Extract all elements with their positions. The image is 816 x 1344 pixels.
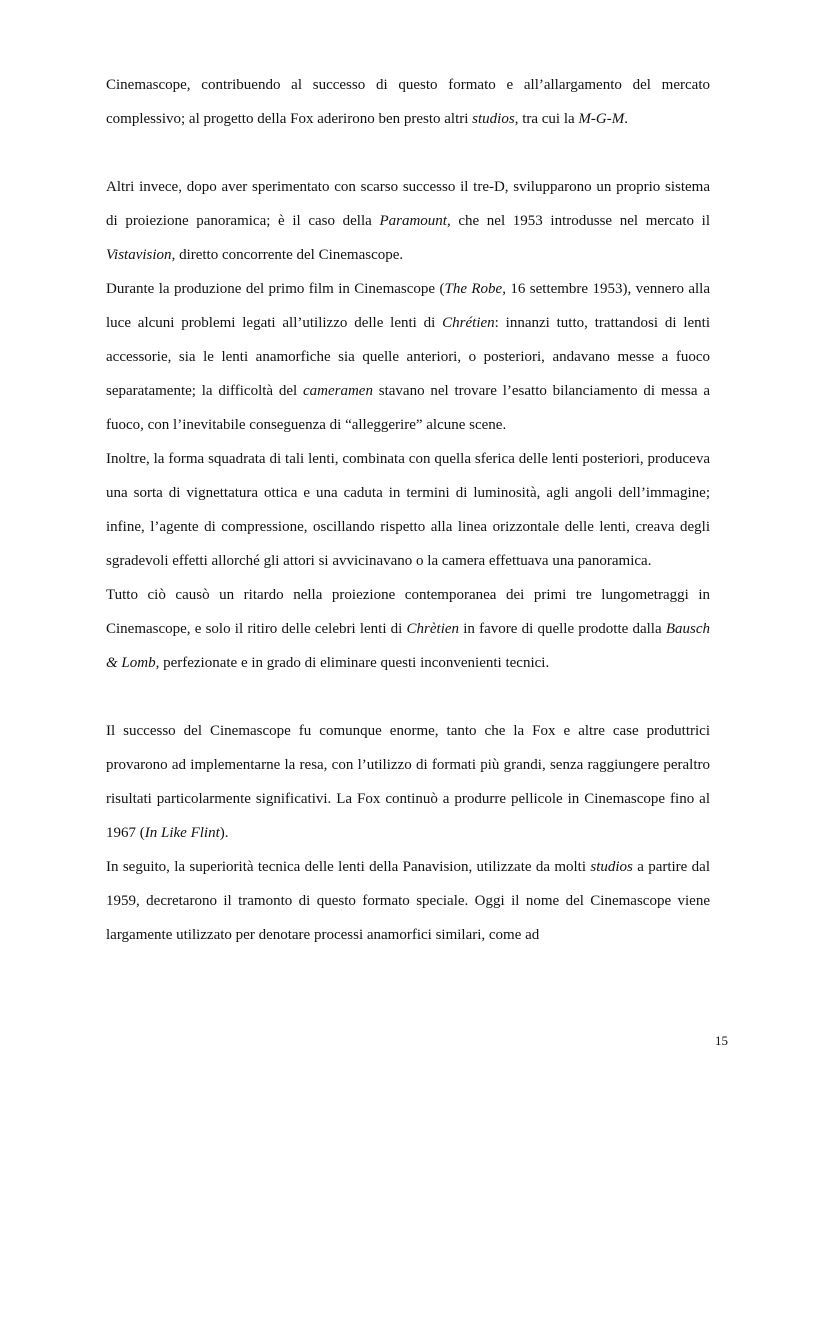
paragraph <box>106 272 710 442</box>
text-run: Il successo del Cinemascope fu comunque enorme, tanto che la Fox e altre case produttrici provarono ad implementarne la resa, con l’utilizzo di formati più grandi, senza raggiungere peraltro risultati particolarmente significativi. La Fox continuò a produrre pellicole in Cinemascope fino al 1967 ( <box>106 723 710 841</box>
text-run: , tra cui la <box>514 111 579 127</box>
text-run: . <box>624 111 628 127</box>
text-run: ). <box>219 825 229 841</box>
text-run: In seguito, la superiorità tecnica delle lenti della Panavision, utilizzate da molti <box>106 859 591 875</box>
text-run: , diretto concorrente del Cinemascope. <box>171 247 404 263</box>
italic-text: Paramount <box>379 213 447 229</box>
paragraph <box>106 714 710 850</box>
text-run: Tutto ciò causò un ritardo nella proiezione contemporanea dei primi tre lungometraggi in Cinemascope, e solo il ritiro delle celebri lenti di <box>106 587 710 637</box>
paragraph <box>106 850 710 952</box>
paragraph <box>106 442 710 578</box>
paragraph-gap <box>106 136 710 170</box>
italic-text: Chrétien <box>442 315 495 331</box>
text-run: a partire dal 1959, decretarono il tramonto di questo formato speciale. Oggi il nome del Cinemascope viene largamente utilizzato per denotare processi anamorfici similari, come ad <box>106 859 710 943</box>
text-run: , 16 settembre 1953), vennero alla luce alcuni problemi legati all’utilizzo delle lenti di <box>106 281 711 331</box>
paragraph <box>106 578 710 680</box>
italic-text: Vistavision <box>106 247 172 263</box>
text-run: , che nel 1953 introdusse nel mercato il <box>446 213 710 229</box>
italic-text: Bausch & Lomb <box>106 621 710 671</box>
page-body <box>106 68 710 952</box>
italic-text: studios <box>472 111 515 127</box>
paragraph <box>106 170 710 272</box>
paragraph-gap <box>106 680 710 714</box>
italic-text: cameramen <box>302 383 373 399</box>
italic-text: Chrètien <box>406 621 460 637</box>
italic-text: M-G-M <box>578 111 625 127</box>
text-run: stavano nel trovare l’esatto bilanciamento di messa a fuoco, con l’inevitabile conseguenza di “alleggerire” alcune scene. <box>106 383 710 433</box>
text-run: Cinemascope, contribuendo al successo di questo formato e all’allargamento del mercato complessivo; al progetto della Fox aderirono ben presto altri <box>106 77 710 127</box>
italic-text: In Like Flint <box>144 825 220 841</box>
page-number: 15 <box>715 1033 728 1048</box>
text-run: Durante la produzione del primo film in Cinemascope ( <box>106 281 445 297</box>
text-run: , perfezionate e in grado di eliminare questi inconvenienti tecnici. <box>155 655 550 671</box>
italic-text: studios <box>590 859 633 875</box>
paragraph <box>106 68 710 136</box>
text-run: Altri invece, dopo aver sperimentato con scarso successo il tre-D, svilupparono un proprio sistema di proiezione panoramica; è il caso della <box>106 179 710 229</box>
italic-text: The Robe <box>444 281 503 297</box>
text-run: : innanzi tutto, trattandosi di lenti accessorie, sia le lenti anamorfiche sia quelle anteriori, o posteriori, andavano messe a fuoco separatamente; la difficoltà del <box>106 315 710 399</box>
text-run: Inoltre, la forma squadrata di tali lenti, combinata con quella sferica delle lenti posteriori, produceva una sorta di vignettatura ottica e una caduta in termini di luminosità, agli angoli dell’immagine; infine, l’agente di compressione, oscillando rispetto alla linea orizzontale delle lenti, creava degli sgradevoli effetti allorché gli attori si avvicinavano o la camera effettuava una panoramica. <box>106 451 710 569</box>
text-run: in favore di quelle prodotte dalla <box>459 621 666 637</box>
